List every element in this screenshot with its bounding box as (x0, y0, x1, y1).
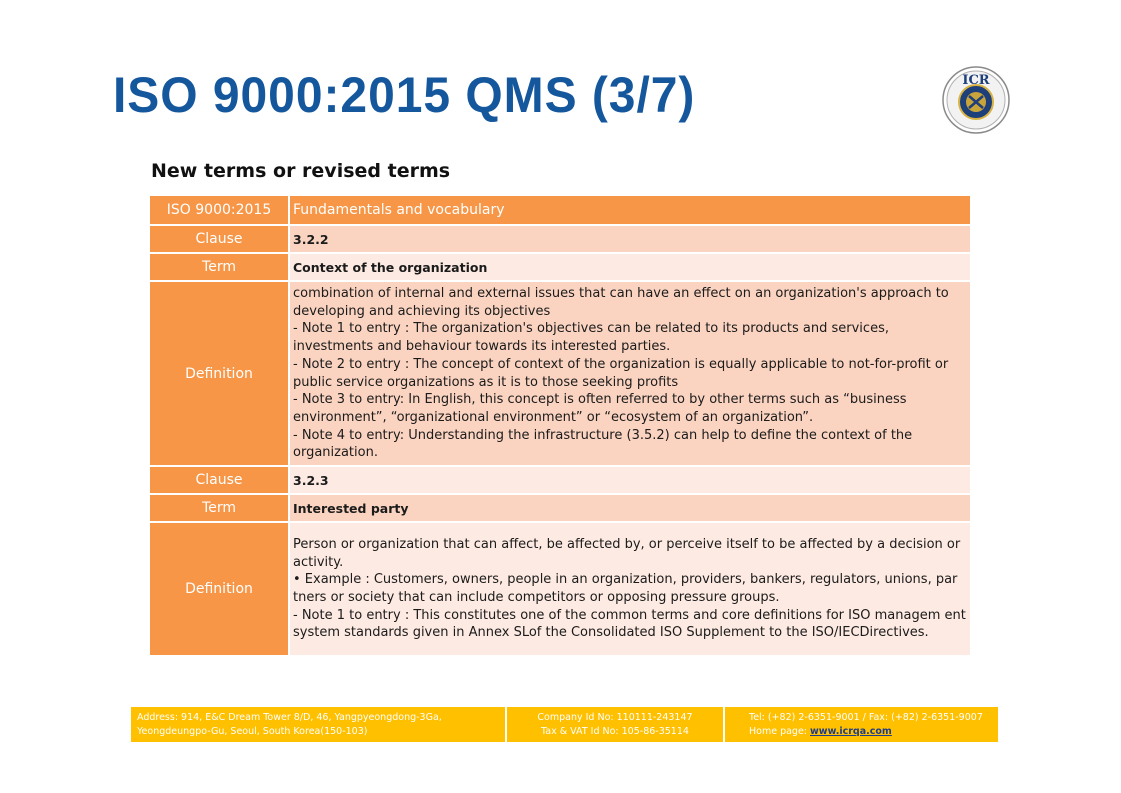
company-id: Company Id No: 110111-243147 (537, 711, 693, 723)
tax-id: Tax & VAT Id No: 105-86-35114 (541, 725, 689, 737)
definition-note: - Note 4 to entry: Understanding the infrastructure (3.5.2) can help to define the context of the organization. (293, 427, 913, 461)
definition-note: - Note 3 to entry: In English, this concept is often referred to by other terms such as “business environment”, “organizational environment” or “ecosystem of an organization”. (293, 392, 907, 425)
definition-example: • Example : Customers, owners, people in an organization, providers, bankers, regulators, unions, par tners or society that can include competitors or opposing pressure groups. (293, 572, 958, 605)
icr-logo (940, 66, 1012, 134)
footer-address (131, 707, 507, 742)
definition-value (289, 522, 971, 656)
definition-note: - Note 1 to entry : The organization's objectives can be related to its products and services, investments and behaviour towards its interested parties. (293, 321, 889, 355)
footer-contact (725, 707, 998, 742)
svg-text:ICR: ICR (962, 73, 990, 88)
address-line: Yeongdeungpo-Gu, Seoul, South Korea(150-103) (137, 725, 368, 737)
term-value: Interested party (289, 494, 971, 522)
clause-value: 3.2.3 (289, 466, 971, 494)
clause-row (149, 466, 971, 494)
definition-value (289, 281, 971, 466)
table-header-row (149, 195, 971, 225)
standard-label: ISO 9000:2015 (149, 195, 289, 225)
term-label: Term (149, 494, 289, 522)
definition-note: - Note 1 to entry : This constitutes one of the common terms and core definitions for ISO managem ent system standards given in Annex SLof the Consolidated ISO Supplement to the ISO/IECDirectives. (293, 607, 966, 641)
homepage (749, 725, 998, 739)
homepage-link[interactable]: www.icrqa.com (810, 725, 892, 737)
footer-company-ids (507, 707, 725, 742)
definition-row (149, 281, 971, 466)
definition-text: combination of internal and external issues that can have an effect on an organization's approach to developing and achieving its objectives (293, 285, 949, 319)
section-subtitle: New terms or revised terms (151, 160, 451, 182)
term-row (149, 494, 971, 522)
definition-label: Definition (149, 281, 289, 466)
definition-text: Person or organization that can affect, be affected by, or perceive itself to be affected by a decision or activity. (293, 536, 961, 570)
standard-title: Fundamentals and vocabulary (289, 195, 971, 225)
page-title: ISO 9000:2015 QMS (3/7) (113, 67, 696, 123)
definition-label: Definition (149, 522, 289, 656)
clause-label: Clause (149, 466, 289, 494)
tel-fax: Tel: (+82) 2-6351-9001 / Fax: (+82) 2-6351-9007 (749, 711, 983, 723)
clause-value: 3.2.2 (289, 225, 971, 253)
clause-label: Clause (149, 225, 289, 253)
footer-bar (131, 707, 998, 742)
definition-note: - Note 2 to entry : The concept of context of the organization is equally applicable to not-for-profit or public service organizations as it is to those seeking profits (293, 356, 949, 390)
term-value: Context of the organization (289, 253, 971, 281)
address-line: Address: 914, E&C Dream Tower 8/D, 46, Yangpyeongdong-3Ga, (137, 711, 442, 723)
definition-row (149, 522, 971, 656)
term-row (149, 253, 971, 281)
homepage-label: Home page: (749, 725, 811, 737)
clause-row (149, 225, 971, 253)
term-label: Term (149, 253, 289, 281)
terms-table (148, 194, 972, 657)
